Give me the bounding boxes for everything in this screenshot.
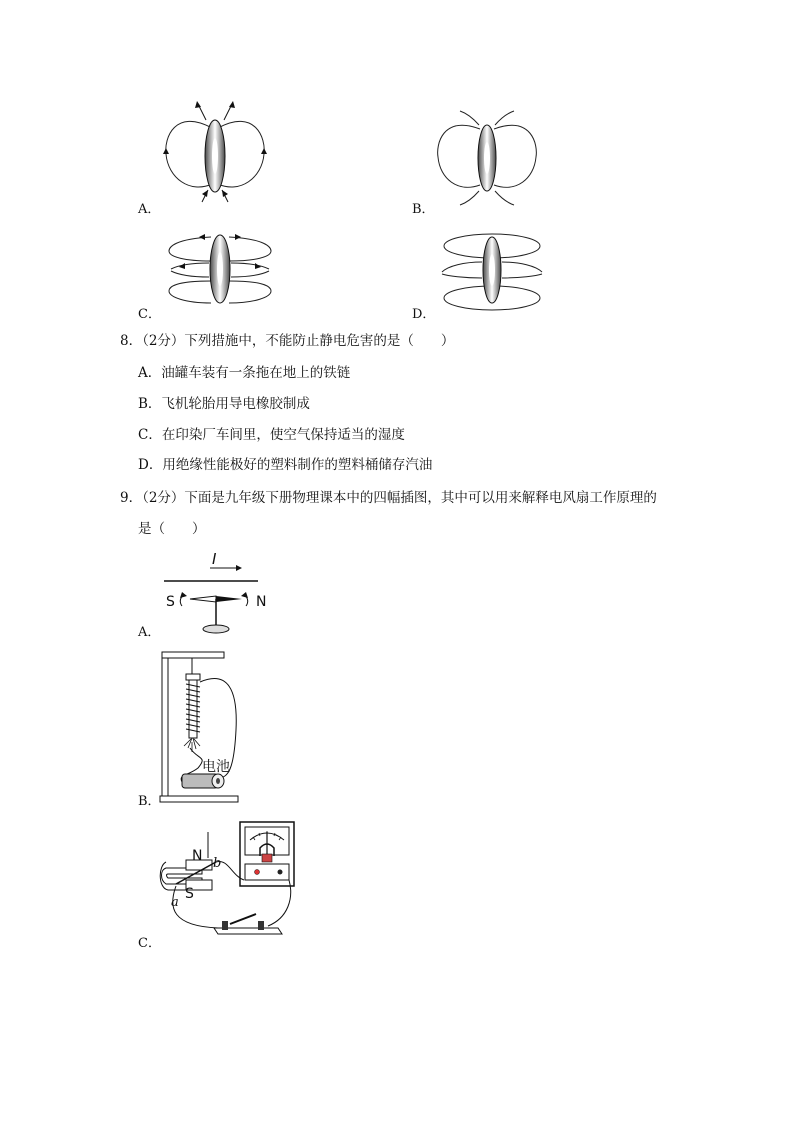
q8-option-b[interactable]: B．飞机轮胎用导电橡胶制成 bbox=[138, 396, 310, 412]
fig9a-north-label: N bbox=[256, 594, 267, 610]
figure-7d-field-lines bbox=[436, 228, 548, 312]
fig9c-end-b-label: b bbox=[213, 856, 222, 871]
q9-stem-line2: 是（ ） bbox=[138, 521, 206, 537]
q7-option-c[interactable]: C． bbox=[138, 307, 161, 322]
figure-9b-electromagnet bbox=[158, 650, 268, 805]
q8-option-c[interactable]: C．在印染厂车间里，使空气保持适当的湿度 bbox=[138, 427, 405, 443]
q8-option-d[interactable]: D．用绝缘性能极好的塑料制作的塑料桶储存汽油 bbox=[138, 457, 433, 473]
q9-option-b[interactable]: B． bbox=[138, 794, 161, 809]
q9-option-a[interactable]: A． bbox=[138, 625, 161, 640]
figure-7c-field-lines bbox=[165, 225, 275, 313]
q7-option-a[interactable]: A． bbox=[138, 202, 161, 217]
q9-stem-line1: 9．（2分）下面是九年级下册物理课本中的四幅插图，其中可以用来解释电风扇工作原理的 bbox=[120, 490, 657, 506]
fig9c-south-label: S bbox=[185, 886, 194, 902]
q8-option-a[interactable]: A．油罐车装有一条拖在地上的铁链 bbox=[138, 365, 351, 381]
q7-option-b[interactable]: B． bbox=[412, 202, 435, 217]
figure-7b-field-lines bbox=[432, 105, 542, 210]
fig9c-north-label: N bbox=[192, 848, 203, 864]
q9-option-c[interactable]: C． bbox=[138, 936, 161, 951]
figure-7a-field-lines bbox=[160, 98, 270, 208]
fig9a-south-label: S bbox=[166, 594, 175, 610]
q8-stem: 8．（2分）下列措施中，不能防止静电危害的是（ ） bbox=[120, 333, 455, 349]
figure-9c-induction-setup bbox=[158, 818, 303, 948]
fig9c-end-a-label: a bbox=[171, 895, 179, 910]
q7-option-d[interactable]: D． bbox=[412, 307, 436, 322]
fig9b-battery-label: 电池 bbox=[202, 759, 230, 775]
